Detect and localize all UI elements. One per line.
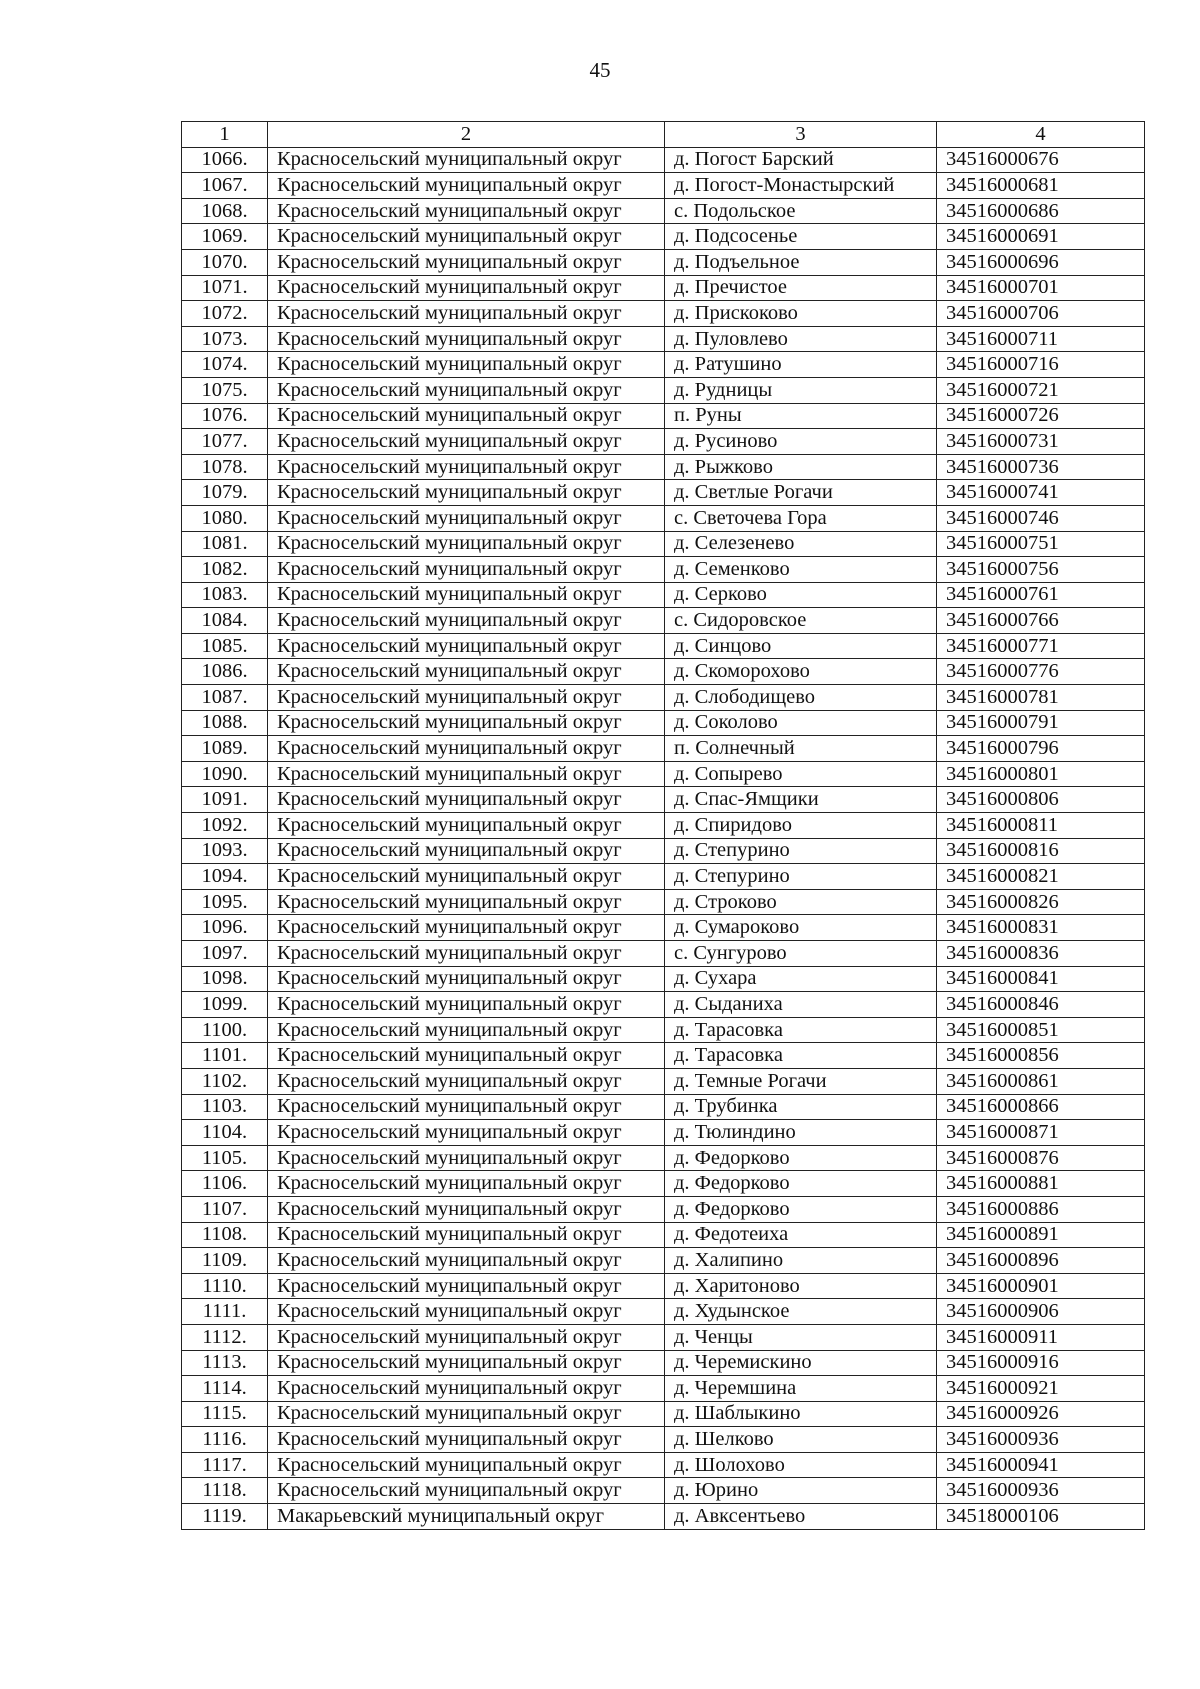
table-row [182, 966, 1145, 992]
row-number-cell: 1076. [182, 403, 268, 429]
oktmo-code-cell: 34516000696 [937, 249, 1145, 275]
settlement-cell: д. Погост-Монастырский [665, 173, 937, 199]
oktmo-code-cell: 34516000811 [937, 813, 1145, 839]
row-number-cell: 1093. [182, 838, 268, 864]
oktmo-code-cell: 34516000806 [937, 787, 1145, 813]
oktmo-code-cell: 34516000841 [937, 966, 1145, 992]
row-number-cell: 1105. [182, 1145, 268, 1171]
district-cell: Красносельский муниципальный округ [268, 147, 665, 173]
oktmo-code-cell: 34516000776 [937, 659, 1145, 685]
table-row [182, 429, 1145, 455]
district-cell: Красносельский муниципальный округ [268, 685, 665, 711]
oktmo-code-cell: 34516000901 [937, 1273, 1145, 1299]
oktmo-code-cell: 34516000916 [937, 1350, 1145, 1376]
oktmo-code-cell: 34516000861 [937, 1068, 1145, 1094]
row-number-cell: 1119. [182, 1504, 268, 1530]
settlement-cell: д. Скоморохово [665, 659, 937, 685]
settlement-cell: д. Шелково [665, 1427, 937, 1453]
row-number-cell: 1097. [182, 941, 268, 967]
header-cell-4: 4 [937, 122, 1145, 148]
settlement-cell: д. Шаблыкино [665, 1401, 937, 1427]
row-number-cell: 1090. [182, 761, 268, 787]
oktmo-code-cell: 34516000926 [937, 1401, 1145, 1427]
settlement-cell: п. Руны [665, 403, 937, 429]
settlement-cell: д. Селезенево [665, 531, 937, 557]
district-cell: Красносельский муниципальный округ [268, 838, 665, 864]
settlement-cell: д. Халипино [665, 1248, 937, 1274]
district-cell: Красносельский муниципальный округ [268, 1145, 665, 1171]
settlement-cell: д. Рыжково [665, 454, 937, 480]
district-cell: Красносельский муниципальный округ [268, 1222, 665, 1248]
page-number: 45 [589, 58, 611, 82]
settlement-cell: д. Шолохово [665, 1452, 937, 1478]
table-row [182, 1324, 1145, 1350]
settlement-cell: д. Пуловлево [665, 326, 937, 352]
row-number-cell: 1085. [182, 633, 268, 659]
district-cell: Красносельский муниципальный округ [268, 889, 665, 915]
row-number-cell: 1103. [182, 1094, 268, 1120]
settlement-cell: с. Сидоровское [665, 608, 937, 634]
settlement-cell: д. Подъельное [665, 249, 937, 275]
table-row [182, 1222, 1145, 1248]
settlement-cell: д. Темные Рогачи [665, 1068, 937, 1094]
district-cell: Красносельский муниципальный округ [268, 1043, 665, 1069]
settlement-cell: д. Юрино [665, 1478, 937, 1504]
district-cell: Красносельский муниципальный округ [268, 992, 665, 1018]
settlement-cell: с. Подольское [665, 198, 937, 224]
district-cell: Красносельский муниципальный округ [268, 1350, 665, 1376]
settlement-cell: д. Пречистое [665, 275, 937, 301]
oktmo-code-cell: 34516000701 [937, 275, 1145, 301]
row-number-cell: 1089. [182, 736, 268, 762]
settlement-cell: д. Сумароково [665, 915, 937, 941]
settlement-cell: д. Строково [665, 889, 937, 915]
row-number-cell: 1086. [182, 659, 268, 685]
oktmo-code-cell: 34516000741 [937, 480, 1145, 506]
oktmo-code-cell: 34516000871 [937, 1120, 1145, 1146]
settlement-cell: д. Светлые Рогачи [665, 480, 937, 506]
row-number-cell: 1104. [182, 1120, 268, 1146]
district-cell: Красносельский муниципальный округ [268, 326, 665, 352]
row-number-cell: 1084. [182, 608, 268, 634]
settlement-cell: д. Федорково [665, 1171, 937, 1197]
row-number-cell: 1083. [182, 582, 268, 608]
table-row [182, 531, 1145, 557]
settlement-cell: д. Прискоково [665, 301, 937, 327]
table-row [182, 710, 1145, 736]
oktmo-code-cell: 34516000876 [937, 1145, 1145, 1171]
settlement-cell: д. Синцово [665, 633, 937, 659]
table-row [182, 915, 1145, 941]
settlement-cell: д. Федорково [665, 1145, 937, 1171]
district-cell: Красносельский муниципальный округ [268, 1299, 665, 1325]
row-number-cell: 1080. [182, 505, 268, 531]
table-row [182, 761, 1145, 787]
district-cell: Красносельский муниципальный округ [268, 1478, 665, 1504]
row-number-cell: 1078. [182, 454, 268, 480]
table-row [182, 1504, 1145, 1530]
table-row [182, 889, 1145, 915]
oktmo-code-cell: 34516000891 [937, 1222, 1145, 1248]
header-cell-3: 3 [665, 122, 937, 148]
table-row [182, 1171, 1145, 1197]
row-number-cell: 1070. [182, 249, 268, 275]
oktmo-code-cell: 34516000761 [937, 582, 1145, 608]
table-row [182, 480, 1145, 506]
table-row [182, 454, 1145, 480]
district-cell: Красносельский муниципальный округ [268, 864, 665, 890]
header-row [182, 122, 1145, 148]
settlement-cell: д. Ратушино [665, 352, 937, 378]
district-cell: Красносельский муниципальный округ [268, 659, 665, 685]
settlement-cell: д. Ченцы [665, 1324, 937, 1350]
settlement-cell: д. Тарасовка [665, 1043, 937, 1069]
table-row [182, 813, 1145, 839]
table-row [182, 1299, 1145, 1325]
district-cell: Макарьевский муниципальный округ [268, 1504, 665, 1530]
district-cell: Красносельский муниципальный округ [268, 1120, 665, 1146]
table-row [182, 352, 1145, 378]
settlement-cell: д. Черемискино [665, 1350, 937, 1376]
table-row [182, 1094, 1145, 1120]
row-number-cell: 1108. [182, 1222, 268, 1248]
row-number-cell: 1098. [182, 966, 268, 992]
settlement-cell: д. Федорково [665, 1196, 937, 1222]
table-row [182, 557, 1145, 583]
oktmo-code-cell: 34516000846 [937, 992, 1145, 1018]
row-number-cell: 1102. [182, 1068, 268, 1094]
settlement-cell: д. Русиново [665, 429, 937, 455]
district-cell: Красносельский муниципальный округ [268, 480, 665, 506]
table-row [182, 1350, 1145, 1376]
table-row [182, 787, 1145, 813]
row-number-cell: 1117. [182, 1452, 268, 1478]
settlement-cell: д. Трубинка [665, 1094, 937, 1120]
oktmo-code-cell: 34516000826 [937, 889, 1145, 915]
district-cell: Красносельский муниципальный округ [268, 1324, 665, 1350]
oktmo-code-cell: 34516000936 [937, 1478, 1145, 1504]
row-number-cell: 1079. [182, 480, 268, 506]
settlements-table [181, 121, 1145, 1530]
district-cell: Красносельский муниципальный округ [268, 736, 665, 762]
district-cell: Красносельский муниципальный округ [268, 224, 665, 250]
row-number-cell: 1115. [182, 1401, 268, 1427]
row-number-cell: 1071. [182, 275, 268, 301]
settlement-cell: д. Федотеиха [665, 1222, 937, 1248]
oktmo-code-cell: 34516000836 [937, 941, 1145, 967]
settlement-cell: с. Сунгурово [665, 941, 937, 967]
row-number-cell: 1094. [182, 864, 268, 890]
settlement-cell: д. Сухара [665, 966, 937, 992]
settlement-cell: д. Тюлиндино [665, 1120, 937, 1146]
table-row [182, 659, 1145, 685]
district-cell: Красносельский муниципальный округ [268, 377, 665, 403]
district-cell: Красносельский муниципальный округ [268, 173, 665, 199]
row-number-cell: 1088. [182, 710, 268, 736]
oktmo-code-cell: 34516000676 [937, 147, 1145, 173]
table-row [182, 1043, 1145, 1069]
oktmo-code-cell: 34516000706 [937, 301, 1145, 327]
settlement-cell: п. Солнечный [665, 736, 937, 762]
district-cell: Красносельский муниципальный округ [268, 505, 665, 531]
oktmo-code-cell: 34516000711 [937, 326, 1145, 352]
district-cell: Красносельский муниципальный округ [268, 249, 665, 275]
district-cell: Красносельский муниципальный округ [268, 1068, 665, 1094]
table-row [182, 275, 1145, 301]
row-number-cell: 1095. [182, 889, 268, 915]
row-number-cell: 1118. [182, 1478, 268, 1504]
oktmo-code-cell: 34516000816 [937, 838, 1145, 864]
district-cell: Красносельский муниципальный округ [268, 582, 665, 608]
oktmo-code-cell: 34516000906 [937, 1299, 1145, 1325]
settlement-cell: д. Сыданиха [665, 992, 937, 1018]
oktmo-code-cell: 34516000716 [937, 352, 1145, 378]
header-cell-2: 2 [268, 122, 665, 148]
table-row [182, 403, 1145, 429]
row-number-cell: 1081. [182, 531, 268, 557]
oktmo-code-cell: 34516000721 [937, 377, 1145, 403]
oktmo-code-cell: 34516000771 [937, 633, 1145, 659]
district-cell: Красносельский муниципальный округ [268, 198, 665, 224]
row-number-cell: 1066. [182, 147, 268, 173]
row-number-cell: 1099. [182, 992, 268, 1018]
district-cell: Красносельский муниципальный округ [268, 1248, 665, 1274]
district-cell: Красносельский муниципальный округ [268, 633, 665, 659]
settlement-cell: д. Авксентьево [665, 1504, 937, 1530]
row-number-cell: 1100. [182, 1017, 268, 1043]
table-row [182, 992, 1145, 1018]
oktmo-code-cell: 34516000936 [937, 1427, 1145, 1453]
table-row [182, 147, 1145, 173]
oktmo-code-cell: 34516000746 [937, 505, 1145, 531]
district-cell: Красносельский муниципальный округ [268, 1376, 665, 1402]
district-cell: Красносельский муниципальный округ [268, 941, 665, 967]
district-cell: Красносельский муниципальный округ [268, 531, 665, 557]
table-row [182, 633, 1145, 659]
row-number-cell: 1111. [182, 1299, 268, 1325]
row-number-cell: 1072. [182, 301, 268, 327]
oktmo-code-cell: 34516000831 [937, 915, 1145, 941]
table-row [182, 1120, 1145, 1146]
oktmo-code-cell: 34516000781 [937, 685, 1145, 711]
oktmo-code-cell: 34516000726 [937, 403, 1145, 429]
table-row [182, 1401, 1145, 1427]
settlement-cell: д. Худынское [665, 1299, 937, 1325]
oktmo-code-cell: 34516000821 [937, 864, 1145, 890]
row-number-cell: 1068. [182, 198, 268, 224]
table-row [182, 326, 1145, 352]
district-cell: Красносельский муниципальный округ [268, 301, 665, 327]
table-row [182, 1452, 1145, 1478]
header-cell-1: 1 [182, 122, 268, 148]
oktmo-code-cell: 34516000691 [937, 224, 1145, 250]
district-cell: Красносельский муниципальный округ [268, 1171, 665, 1197]
district-cell: Красносельский муниципальный округ [268, 1273, 665, 1299]
settlement-cell: д. Спиридово [665, 813, 937, 839]
row-number-cell: 1101. [182, 1043, 268, 1069]
district-cell: Красносельский муниципальный округ [268, 429, 665, 455]
settlement-cell: д. Слободищево [665, 685, 937, 711]
row-number-cell: 1074. [182, 352, 268, 378]
table-row [182, 1017, 1145, 1043]
district-cell: Красносельский муниципальный округ [268, 813, 665, 839]
oktmo-code-cell: 34516000681 [937, 173, 1145, 199]
district-cell: Красносельский муниципальный округ [268, 761, 665, 787]
table-row [182, 249, 1145, 275]
district-cell: Красносельский муниципальный округ [268, 966, 665, 992]
row-number-cell: 1067. [182, 173, 268, 199]
row-number-cell: 1073. [182, 326, 268, 352]
district-cell: Красносельский муниципальный округ [268, 1094, 665, 1120]
row-number-cell: 1109. [182, 1248, 268, 1274]
oktmo-code-cell: 34516000731 [937, 429, 1145, 455]
table-row [182, 1478, 1145, 1504]
table-row [182, 736, 1145, 762]
oktmo-code-cell: 34516000796 [937, 736, 1145, 762]
oktmo-code-cell: 34516000921 [937, 1376, 1145, 1402]
row-number-cell: 1096. [182, 915, 268, 941]
district-cell: Красносельский муниципальный округ [268, 454, 665, 480]
table-row [182, 301, 1145, 327]
row-number-cell: 1116. [182, 1427, 268, 1453]
district-cell: Красносельский муниципальный округ [268, 1452, 665, 1478]
oktmo-code-cell: 34516000751 [937, 531, 1145, 557]
table-row [182, 941, 1145, 967]
district-cell: Красносельский муниципальный округ [268, 915, 665, 941]
table-row [182, 1273, 1145, 1299]
settlement-cell: д. Тарасовка [665, 1017, 937, 1043]
district-cell: Красносельский муниципальный округ [268, 1196, 665, 1222]
oktmo-code-cell: 34516000896 [937, 1248, 1145, 1274]
district-cell: Красносельский муниципальный округ [268, 275, 665, 301]
district-cell: Красносельский муниципальный округ [268, 608, 665, 634]
row-number-cell: 1114. [182, 1376, 268, 1402]
table-row [182, 198, 1145, 224]
settlement-cell: д. Степурино [665, 864, 937, 890]
oktmo-code-cell: 34516000886 [937, 1196, 1145, 1222]
oktmo-code-cell: 34516000756 [937, 557, 1145, 583]
row-number-cell: 1091. [182, 787, 268, 813]
settlement-cell: д. Семенково [665, 557, 937, 583]
oktmo-code-cell: 34516000736 [937, 454, 1145, 480]
settlement-cell: с. Светочева Гора [665, 505, 937, 531]
table-row [182, 864, 1145, 890]
settlement-cell: д. Черемшина [665, 1376, 937, 1402]
table-row [182, 838, 1145, 864]
settlement-cell: д. Харитоново [665, 1273, 937, 1299]
row-number-cell: 1082. [182, 557, 268, 583]
row-number-cell: 1110. [182, 1273, 268, 1299]
settlement-cell: д. Серково [665, 582, 937, 608]
oktmo-code-cell: 34516000791 [937, 710, 1145, 736]
table-row [182, 1145, 1145, 1171]
district-cell: Красносельский муниципальный округ [268, 787, 665, 813]
row-number-cell: 1106. [182, 1171, 268, 1197]
table-row [182, 1068, 1145, 1094]
oktmo-code-cell: 34516000766 [937, 608, 1145, 634]
table-row [182, 685, 1145, 711]
table-row [182, 224, 1145, 250]
row-number-cell: 1075. [182, 377, 268, 403]
district-cell: Красносельский муниципальный округ [268, 710, 665, 736]
row-number-cell: 1087. [182, 685, 268, 711]
district-cell: Красносельский муниципальный округ [268, 1427, 665, 1453]
oktmo-code-cell: 34516000686 [937, 198, 1145, 224]
table-row [182, 1427, 1145, 1453]
settlement-cell: д. Сопырево [665, 761, 937, 787]
row-number-cell: 1107. [182, 1196, 268, 1222]
settlement-cell: д. Степурино [665, 838, 937, 864]
district-cell: Красносельский муниципальный округ [268, 1401, 665, 1427]
district-cell: Красносельский муниципальный округ [268, 1017, 665, 1043]
settlement-cell: д. Подсосенье [665, 224, 937, 250]
table-row [182, 505, 1145, 531]
table-row [182, 608, 1145, 634]
table-row [182, 1376, 1145, 1402]
oktmo-code-cell: 34516000941 [937, 1452, 1145, 1478]
table-row [182, 173, 1145, 199]
row-number-cell: 1112. [182, 1324, 268, 1350]
row-number-cell: 1069. [182, 224, 268, 250]
row-number-cell: 1092. [182, 813, 268, 839]
oktmo-code-cell: 34516000881 [937, 1171, 1145, 1197]
table-row [182, 1196, 1145, 1222]
table-body [182, 147, 1145, 1529]
oktmo-code-cell: 34516000801 [937, 761, 1145, 787]
settlement-cell: д. Рудницы [665, 377, 937, 403]
oktmo-code-cell: 34516000911 [937, 1324, 1145, 1350]
oktmo-code-cell: 34518000106 [937, 1504, 1145, 1530]
settlement-cell: д. Соколово [665, 710, 937, 736]
district-cell: Красносельский муниципальный округ [268, 403, 665, 429]
settlement-cell: д. Спас-Ямщики [665, 787, 937, 813]
table-row [182, 582, 1145, 608]
district-cell: Красносельский муниципальный округ [268, 557, 665, 583]
oktmo-code-cell: 34516000866 [937, 1094, 1145, 1120]
row-number-cell: 1077. [182, 429, 268, 455]
district-cell: Красносельский муниципальный округ [268, 352, 665, 378]
row-number-cell: 1113. [182, 1350, 268, 1376]
table-row [182, 1248, 1145, 1274]
table-row [182, 377, 1145, 403]
oktmo-code-cell: 34516000856 [937, 1043, 1145, 1069]
settlement-cell: д. Погост Барский [665, 147, 937, 173]
oktmo-code-cell: 34516000851 [937, 1017, 1145, 1043]
